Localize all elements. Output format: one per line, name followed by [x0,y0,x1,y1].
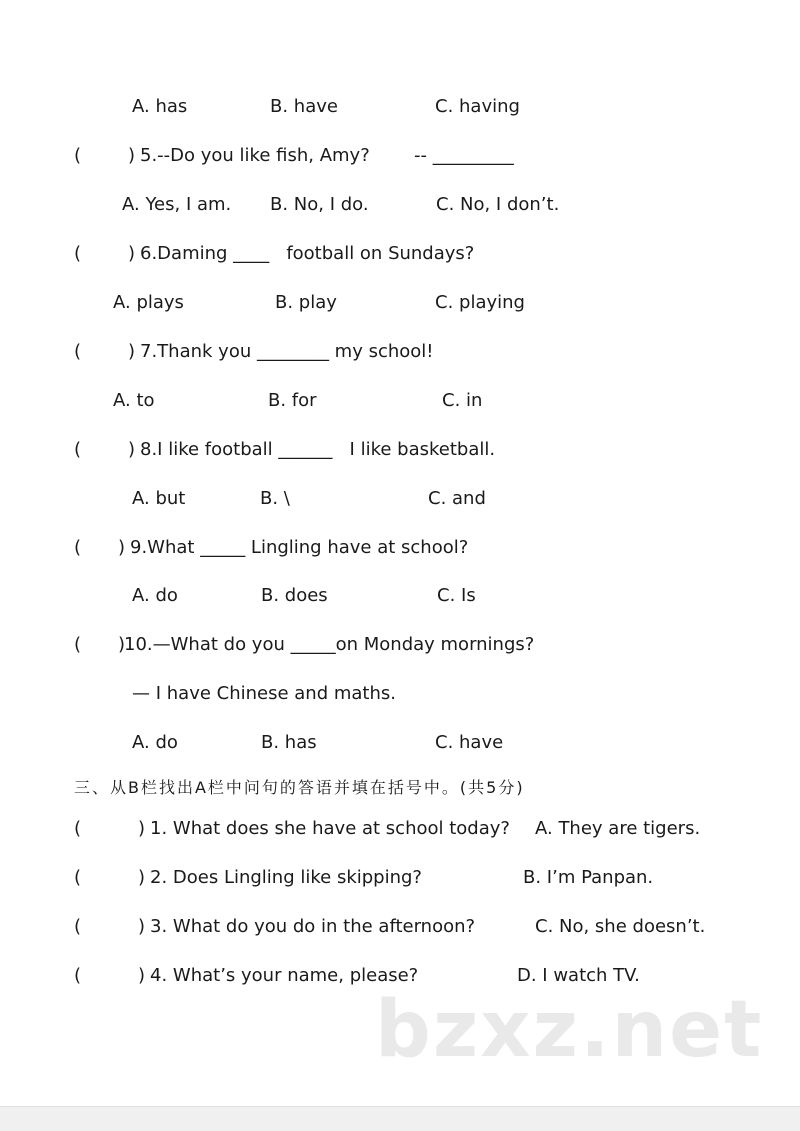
s3-item1-close-paren: ) [138,818,146,839]
q8-close-paren: ) [128,439,136,460]
q10-question: 10.—What do you _____on Monday mornings? [124,634,535,655]
q8-option-b: B. \ [260,488,290,509]
q5-close-paren: ) [128,145,136,166]
watermark: bzxz.net [375,985,764,1075]
q5-open-paren: ( [74,145,82,166]
q5-option-b: B. No, I do. [270,194,369,215]
q7-open-paren: ( [74,341,82,362]
q10-close-paren: ) [118,634,126,655]
q7-question: 7.Thank you ________ my school! [140,341,434,362]
q6-option-b: B. play [275,292,337,313]
s3-item2-answer: B. I’m Panpan. [523,867,654,888]
s3-item3-open-paren: ( [74,916,82,937]
q10-option-c: C. have [435,732,504,753]
section3-heading: 三、从B栏找出A栏中问句的答语并填在括号中。(共5分) [74,778,525,797]
q6-close-paren: ) [128,243,136,264]
s3-item2-close-paren: ) [138,867,146,888]
s3-item1-question: 1. What does she have at school today? [150,818,510,839]
q4-option-a: A. has [132,96,188,117]
q10-open-paren: ( [74,634,82,655]
q6-question: 6.Daming ____ football on Sundays? [140,243,475,264]
q6-open-paren: ( [74,243,82,264]
q6-option-c: C. playing [435,292,525,313]
q9-option-b: B. does [261,585,328,606]
s3-item4-question: 4. What’s your name, please? [150,965,419,986]
q9-option-c: C. Is [437,585,476,606]
s3-item4-open-paren: ( [74,965,82,986]
s3-item2-open-paren: ( [74,867,82,888]
s3-item2-question: 2. Does Lingling like skipping? [150,867,422,888]
s3-item1-answer: A. They are tigers. [535,818,701,839]
q8-open-paren: ( [74,439,82,460]
q10-option-b: B. has [261,732,317,753]
q5-option-c: C. No, I don’t. [436,194,560,215]
s3-item3-answer: C. No, she doesn’t. [535,916,706,937]
s3-item4-answer: D. I watch TV. [517,965,640,986]
s3-item4-close-paren: ) [138,965,146,986]
q8-option-a: A. but [132,488,186,509]
q6-option-a: A. plays [113,292,184,313]
q8-option-c: C. and [428,488,486,509]
q9-option-a: A. do [132,585,178,606]
q4-option-c: C. having [435,96,520,117]
q7-close-paren: ) [128,341,136,362]
q5-option-a: A. Yes, I am. [122,194,232,215]
s3-item3-close-paren: ) [138,916,146,937]
q9-close-paren: ) [118,537,126,558]
q5-answer-blank: -- _________ [414,145,514,166]
q8-question: 8.I like football ______ I like basketball. [140,439,496,460]
q7-option-a: A. to [113,390,155,411]
q4-option-b: B. have [270,96,338,117]
s3-item1-open-paren: ( [74,818,82,839]
q10-answer-line: — I have Chinese and maths. [132,683,396,704]
q9-open-paren: ( [74,537,82,558]
s3-item3-question: 3. What do you do in the afternoon? [150,916,476,937]
q9-question: 9.What _____ Lingling have at school? [130,537,469,558]
q7-option-c: C. in [442,390,483,411]
q7-option-b: B. for [268,390,317,411]
q10-option-a: A. do [132,732,178,753]
page-bottom-edge [0,1106,800,1131]
q5-question: 5.--Do you like fish, Amy? [140,145,370,166]
